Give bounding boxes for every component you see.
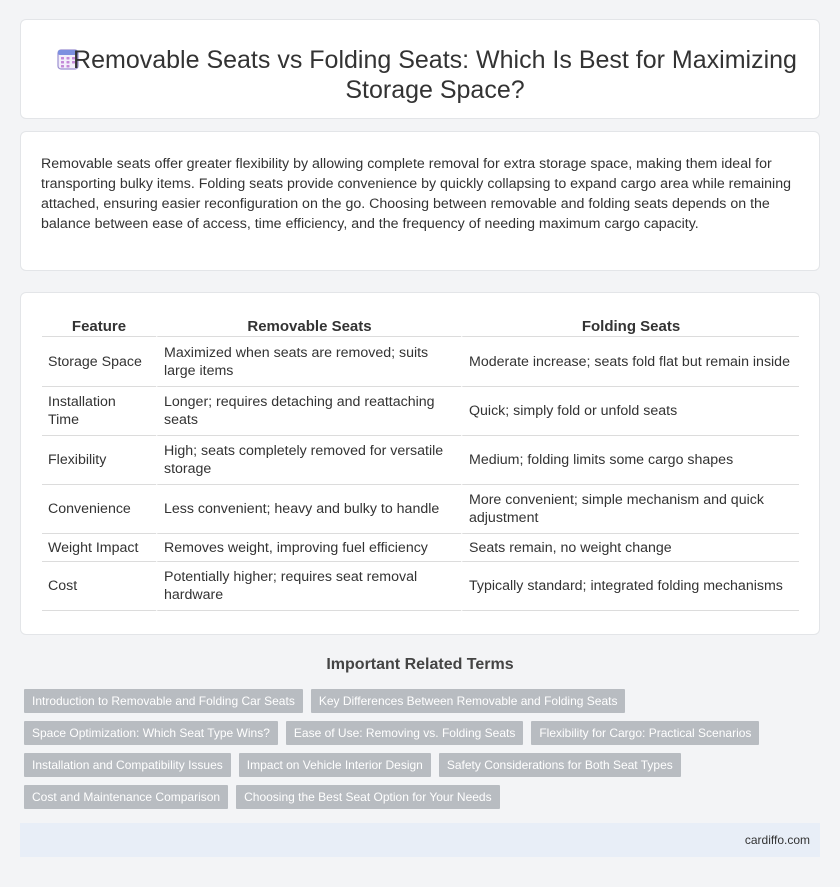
removable-cell: Longer; requires detaching and reattaching seats xyxy=(156,387,461,436)
related-terms-tags xyxy=(24,689,824,817)
comparison-table xyxy=(42,314,799,611)
related-terms-heading: Important Related Terms xyxy=(326,656,514,673)
folding-cell: Quick; simply fold or unfold seats xyxy=(461,387,799,436)
related-term-tag[interactable]: Ease of Use: Removing vs. Folding Seats xyxy=(286,721,523,745)
table-row xyxy=(42,534,799,562)
removable-cell: High; seats completely removed for versatile storage xyxy=(156,436,461,485)
folding-cell: Moderate increase; seats fold flat but remain inside xyxy=(461,337,799,387)
feature-cell: Weight Impact xyxy=(42,534,156,562)
related-term-tag[interactable]: Impact on Vehicle Interior Design xyxy=(239,753,431,777)
column-header-folding: Folding Seats xyxy=(461,314,799,337)
tag-row xyxy=(24,689,824,713)
removable-cell: Less convenient; heavy and bulky to handle xyxy=(156,485,461,534)
related-term-tag[interactable]: Cost and Maintenance Comparison xyxy=(24,785,228,809)
feature-cell: Installation Time xyxy=(42,387,156,436)
table-row xyxy=(42,387,799,436)
folding-cell: Medium; folding limits some cargo shapes xyxy=(461,436,799,485)
table-row xyxy=(42,485,799,534)
related-term-tag[interactable]: Safety Considerations for Both Seat Types xyxy=(439,753,681,777)
table-row xyxy=(42,337,799,387)
footer-site-name[interactable]: cardiffo.com xyxy=(744,833,810,847)
header-card xyxy=(20,19,820,119)
folding-cell: Seats remain, no weight change xyxy=(461,534,799,562)
footer xyxy=(20,823,820,857)
table-row xyxy=(42,562,799,611)
folding-cell: Typically standard; integrated folding mechanisms xyxy=(461,562,799,611)
related-term-tag[interactable]: Introduction to Removable and Folding Car Seats xyxy=(24,689,303,713)
column-header-feature: Feature xyxy=(42,314,156,337)
related-term-tag[interactable]: Choosing the Best Seat Option for Your Needs xyxy=(236,785,500,809)
table-header-row xyxy=(42,314,799,337)
related-term-tag[interactable]: Key Differences Between Removable and Folding Seats xyxy=(311,689,626,713)
related-term-tag[interactable]: Space Optimization: Which Seat Type Wins? xyxy=(24,721,278,745)
tag-row xyxy=(24,753,824,777)
table-row xyxy=(42,436,799,485)
tag-row xyxy=(24,785,824,809)
folding-cell: More convenient; simple mechanism and quick adjustment xyxy=(461,485,799,534)
intro-card xyxy=(20,131,820,271)
tag-row xyxy=(24,721,824,745)
intro-paragraph: Removable seats offer greater flexibility by allowing complete removal for extra storage space, making them ideal for transporting bulky items. Folding seats provide convenience by quickly collapsing to expand cargo area while remaining attached, ensuring easier reconfiguration on the go. Choosing between removable and folding seats depends on the balance between ease of access, time efficiency, and the frequency of needing maximum cargo capacity. xyxy=(41,156,791,232)
feature-cell: Convenience xyxy=(42,485,156,534)
page-title: Removable Seats vs Folding Seats: Which Is Best for Maximizing Storage Space? xyxy=(73,46,797,104)
column-header-removable: Removable Seats xyxy=(156,314,461,337)
removable-cell: Removes weight, improving fuel efficiency xyxy=(156,534,461,562)
feature-cell: Flexibility xyxy=(42,436,156,485)
related-term-tag[interactable]: Flexibility for Cargo: Practical Scenarios xyxy=(531,721,759,745)
feature-cell: Storage Space xyxy=(42,337,156,387)
related-term-tag[interactable]: Installation and Compatibility Issues xyxy=(24,753,231,777)
removable-cell: Potentially higher; requires seat removal hardware xyxy=(156,562,461,611)
comparison-table-card xyxy=(20,292,820,635)
removable-cell: Maximized when seats are removed; suits large items xyxy=(156,337,461,387)
feature-cell: Cost xyxy=(42,562,156,611)
